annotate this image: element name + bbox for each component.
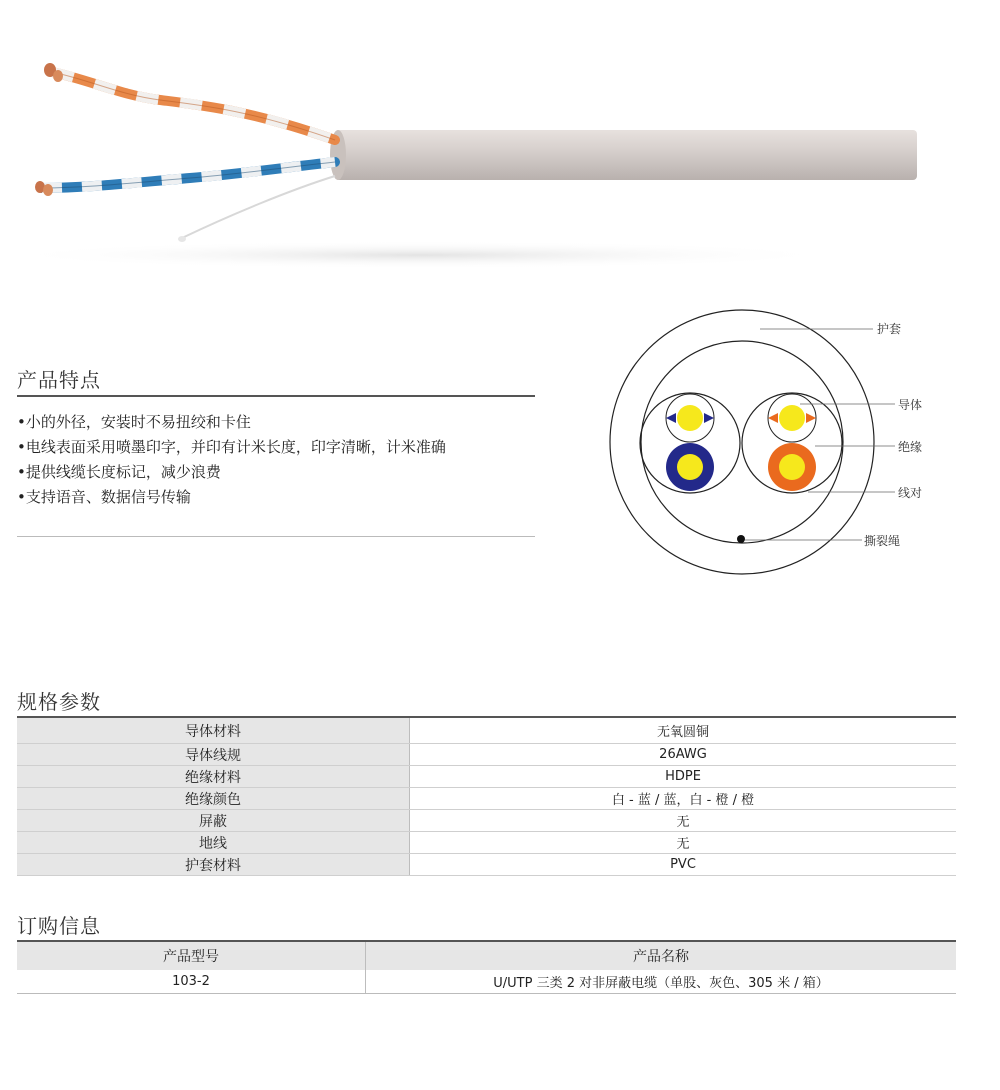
table-row: [17, 810, 956, 832]
table-row: [17, 744, 956, 766]
cable-jacket: [335, 130, 917, 180]
table-row: [17, 854, 956, 876]
conductor: [779, 405, 805, 431]
spec-value: PVC: [410, 854, 957, 876]
features-title: 产品特点: [17, 368, 101, 392]
table-row: [17, 718, 956, 744]
product-name: U/UTP 三类 2 对非屏蔽电缆（单股、灰色、305 米 / 箱）: [366, 970, 957, 994]
spec-key: 屏蔽: [17, 810, 410, 832]
order-table: [17, 942, 956, 994]
spec-key: 导体线规: [17, 744, 410, 766]
conductor: [677, 405, 703, 431]
label-jacket: 护套: [877, 322, 902, 336]
label-insulation: 绝缘: [898, 440, 923, 454]
order-title: 订购信息: [17, 914, 101, 938]
spec-value: HDPE: [410, 766, 957, 788]
spec-value: 无氧圆铜: [410, 718, 957, 744]
orange-twisted-pair: [52, 72, 335, 140]
specs-table: [17, 718, 956, 876]
spec-key: 护套材料: [17, 854, 410, 876]
spec-key: 绝缘材料: [17, 766, 410, 788]
spec-key: 地线: [17, 832, 410, 854]
label-conductor: 导体: [898, 398, 923, 412]
spec-value: 无: [410, 810, 957, 832]
table-row: [17, 788, 956, 810]
list-item: • 小的外径，安装时不易扭绞和卡住: [17, 410, 446, 435]
spec-key: 绝缘颜色: [17, 788, 410, 810]
blue-twisted-pair: [42, 162, 335, 188]
cable-cross-section-diagram: [600, 300, 940, 590]
list-item: • 电线表面采用喷墨印字，并印有计米长度，印字清晰，计米准确: [17, 435, 446, 460]
list-item: • 支持语音、数据信号传输: [17, 485, 446, 510]
rip-cord: [182, 176, 335, 238]
column-header-model: 产品型号: [17, 942, 366, 970]
conductor: [677, 454, 703, 480]
divider: [17, 395, 535, 397]
table-row: [17, 766, 956, 788]
table-header-row: [17, 942, 956, 970]
ripcord-dot: [737, 535, 745, 543]
label-ripcord: 撕裂绳: [864, 534, 901, 548]
conductor: [779, 454, 805, 480]
specs-title: 规格参数: [17, 690, 101, 714]
table-row: [17, 970, 956, 994]
cable-photo: [0, 0, 1000, 290]
divider: [17, 536, 535, 537]
product-model: 103-2: [17, 970, 366, 994]
list-item: • 提供线缆长度标记，减少浪费: [17, 460, 446, 485]
spec-value: 26AWG: [410, 744, 957, 766]
column-header-name: 产品名称: [366, 942, 957, 970]
features-list: [17, 410, 446, 510]
spec-value: 无: [410, 832, 957, 854]
spec-value: 白 - 蓝 / 蓝，白 - 橙 / 橙: [410, 788, 957, 810]
spec-key: 导体材料: [17, 718, 410, 744]
label-pair: 线对: [898, 486, 923, 500]
table-row: [17, 832, 956, 854]
